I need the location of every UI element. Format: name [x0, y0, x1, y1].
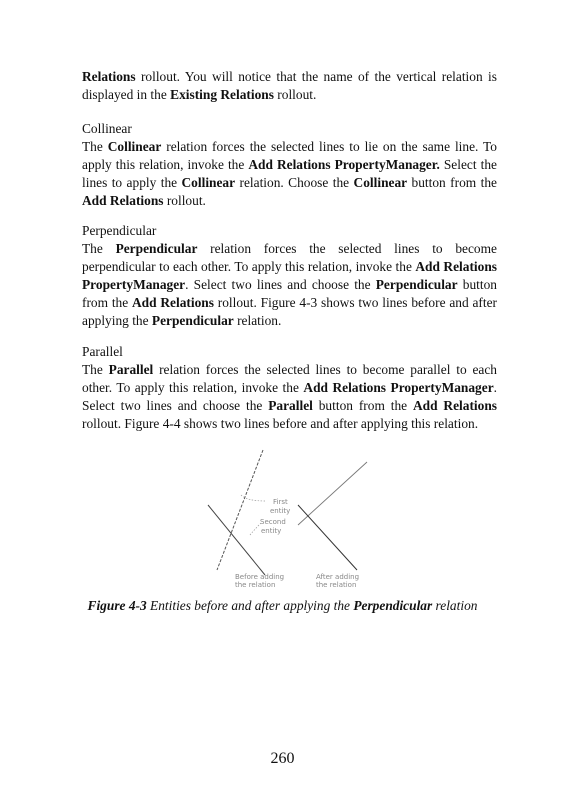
- first-entity-label: First: [273, 498, 288, 506]
- bold-term: Perpendicular: [151, 313, 234, 328]
- bold-term: Perpendicular: [353, 598, 433, 613]
- text-run: Entities before and after applying the: [146, 598, 354, 613]
- perpendicular-heading: Perpendicular: [82, 223, 157, 238]
- text-run: rollout. Figure 4-3 shows two lines before and after applying the: [82, 295, 497, 328]
- text-run: relation. Choose the: [235, 175, 354, 190]
- bold-term: Add Relations: [412, 398, 497, 413]
- after-label: After adding: [316, 573, 360, 581]
- bold-term: Add Relations PropertyManager: [303, 380, 494, 395]
- bold-term: Add Relations PropertyManager.: [248, 157, 440, 172]
- text-run: . Select two lines and choose the: [82, 380, 497, 413]
- text-run: relation forces the selected lines to become parallel to each other. To apply this relation, invoke the: [82, 362, 497, 395]
- text-run: relation: [432, 598, 478, 613]
- before-label: Before adding: [235, 573, 285, 581]
- text-run: button from the: [82, 277, 497, 310]
- perpendicular-paragraph: [82, 240, 497, 330]
- text-run: Select the lines to apply the: [82, 157, 497, 190]
- text-run: button from the: [407, 175, 497, 190]
- caption-label: Figure 4-3: [87, 598, 147, 613]
- bold-term: Add Relations PropertyManager: [82, 259, 497, 292]
- second-entity-label: entity: [261, 527, 282, 535]
- second-entity-line: [208, 505, 265, 575]
- collinear-paragraph: [82, 138, 497, 210]
- first-entity-label: entity: [270, 507, 291, 515]
- parallel-paragraph: [82, 361, 497, 433]
- text-run: The: [82, 241, 116, 256]
- bold-term: Existing Relations: [170, 87, 274, 102]
- bold-term: Perpendicular: [375, 277, 458, 292]
- bold-term: Parallel: [268, 398, 313, 413]
- before-label: the relation: [235, 581, 276, 589]
- parallel-heading: Parallel: [82, 344, 123, 359]
- text-run: The: [82, 139, 108, 154]
- bold-term: Parallel: [108, 362, 154, 377]
- second-entity-label: Second: [260, 518, 286, 526]
- text-run: rollout.: [273, 87, 317, 102]
- figure-caption: [0, 597, 565, 615]
- bold-term: Perpendicular: [115, 241, 198, 256]
- bold-term: Collinear: [181, 175, 236, 190]
- text-run: button from the: [312, 398, 413, 413]
- bold-term: Collinear: [107, 139, 162, 154]
- text-run: relation.: [233, 313, 282, 328]
- bold-term: Add Relations: [132, 295, 214, 310]
- bold-term: Relations: [82, 69, 136, 84]
- collinear-heading: Collinear: [82, 121, 132, 136]
- text-run: relation forces the selected lines to lie on the same line. To apply this relation, invoke the: [82, 139, 497, 172]
- text-run: . Select two lines and choose the: [185, 277, 376, 292]
- figure-4-3-diagram: [195, 445, 395, 590]
- page-number: 260: [270, 750, 295, 767]
- after-first-line: [298, 462, 367, 525]
- first-entity-line: [217, 450, 263, 570]
- text-run: relation forces the selected lines to become perpendicular to each other. To apply this relation, invoke the: [82, 241, 497, 274]
- text-run: The: [82, 362, 109, 377]
- intro-paragraph: [82, 68, 497, 104]
- bold-term: Collinear: [353, 175, 408, 190]
- after-label: the relation: [316, 581, 357, 589]
- after-second-line: [298, 505, 357, 570]
- bold-term: Add Relations: [82, 193, 164, 208]
- text-run: rollout.: [163, 193, 206, 208]
- text-run: rollout. You will notice that the name of the vertical relation is displayed in the: [82, 69, 497, 102]
- text-run: rollout. Figure 4-4 shows two lines before and after applying this relation.: [82, 416, 479, 431]
